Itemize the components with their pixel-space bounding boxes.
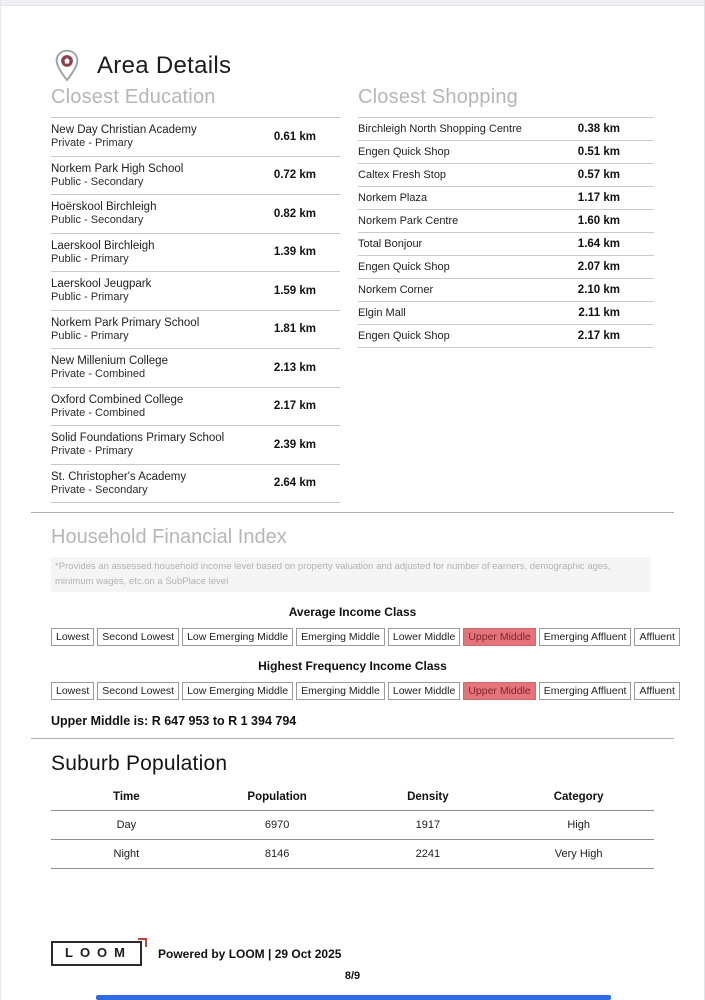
- school-info: [51, 354, 168, 382]
- shopping-row: [358, 302, 654, 325]
- school-name: Hoërskool Birchleigh: [51, 201, 157, 213]
- shop-name: Total Bonjour: [358, 238, 423, 250]
- col-header-density: Density: [407, 791, 449, 804]
- school-info: [51, 470, 186, 498]
- income-class-cell: Low Emerging Middle: [182, 628, 293, 646]
- school-type: Private - Primary: [51, 445, 133, 457]
- income-class-cell: Upper Middle: [463, 682, 535, 700]
- section-divider: [31, 512, 674, 513]
- shop-name: Elgin Mall: [358, 307, 406, 319]
- shop-distance: 2.11 km: [578, 307, 620, 319]
- powered-by-text: Powered by LOOM | 29 Oct 2025: [158, 946, 342, 961]
- shop-name: Norkem Plaza: [358, 192, 428, 204]
- school-name: Solid Foundations Primary School: [51, 432, 225, 444]
- income-class-cell: Low Emerging Middle: [182, 682, 293, 700]
- shopping-row: [358, 279, 654, 302]
- bottom-progress-bar: [96, 995, 611, 1000]
- school-distance: 1.59 km: [273, 284, 317, 297]
- shopping-section: [358, 84, 654, 503]
- population-table: [51, 784, 654, 869]
- shop-distance: 1.64 km: [577, 238, 620, 250]
- shop-distance: 2.10 km: [577, 284, 620, 296]
- cell-time: Day: [116, 819, 137, 832]
- education-section: [51, 84, 340, 503]
- col-header-category: Category: [553, 791, 604, 804]
- financial-heading: Household Financial Index: [51, 526, 287, 548]
- income-class-cell: Lower Middle: [388, 628, 460, 646]
- shop-name: Engen Quick Shop: [358, 146, 450, 158]
- income-class-cell: Affluent: [634, 682, 679, 700]
- income-class-cell: Lower Middle: [388, 682, 460, 700]
- school-distance: 2.39 km: [273, 438, 317, 451]
- loom-logo: [51, 941, 142, 965]
- school-distance: 1.39 km: [273, 246, 317, 259]
- income-class-cell: Emerging Middle: [296, 682, 385, 700]
- highest-frequency-row: [51, 682, 675, 700]
- education-row: [51, 426, 340, 465]
- average-income-row: [51, 628, 675, 646]
- school-distance: 2.13 km: [273, 361, 317, 374]
- school-type: Private - Primary: [51, 137, 133, 149]
- school-distance: 1.81 km: [273, 323, 317, 336]
- school-info: [51, 162, 183, 190]
- income-class-cell: Second Lowest: [97, 682, 179, 700]
- logo-corner-accent: [138, 938, 147, 947]
- cell-density: 2241: [415, 848, 441, 861]
- school-type: Private - Combined: [51, 368, 146, 380]
- cell-category: Very High: [554, 848, 603, 861]
- school-info: [51, 277, 151, 305]
- school-distance: 2.17 km: [273, 400, 317, 413]
- shopping-row: [358, 141, 654, 164]
- population-row: [51, 840, 654, 869]
- education-heading: Closest Education: [51, 86, 216, 108]
- income-class-cell: Lowest: [51, 628, 94, 646]
- page-footer: [51, 941, 654, 965]
- education-row: [51, 388, 340, 427]
- school-type: Private - Secondary: [51, 483, 148, 496]
- school-name: St. Christopher's Academy: [51, 470, 187, 483]
- shop-distance: 1.60 km: [577, 215, 620, 227]
- shop-name: Engen Quick Shop: [358, 330, 450, 342]
- page-header: [51, 48, 654, 84]
- income-class-cell: Emerging Affluent: [539, 628, 632, 646]
- population-heading: Suburb Population: [51, 752, 228, 776]
- school-name: Norkem Park Primary School: [51, 316, 200, 329]
- shopping-row: [358, 325, 654, 348]
- cell-density: 1917: [415, 819, 441, 832]
- shopping-row: [358, 164, 654, 187]
- logo-text: LOOM: [65, 945, 132, 961]
- school-name: Oxford Combined College: [51, 393, 184, 406]
- education-list: [51, 117, 340, 503]
- location-pin-icon: [51, 48, 83, 84]
- shopping-row: [358, 118, 654, 141]
- shopping-row: [358, 210, 654, 233]
- income-range-text: Upper Middle is: R 647 953 to R 1 394 794: [51, 714, 297, 729]
- cell-population: 8146: [264, 848, 290, 861]
- shop-name: Engen Quick Shop: [358, 261, 450, 273]
- income-class-cell: Affluent: [634, 628, 679, 646]
- income-class-cell: Emerging Middle: [296, 628, 385, 646]
- shop-distance: 0.51 km: [577, 146, 620, 158]
- school-type: Public - Primary: [51, 329, 129, 342]
- page-content: [1, 48, 704, 982]
- education-row: [51, 118, 340, 157]
- income-class-cell: Second Lowest: [97, 628, 179, 646]
- shop-name: Norkem Park Centre: [358, 215, 459, 227]
- shopping-row: [358, 187, 654, 210]
- school-info: [51, 239, 155, 267]
- population-table-body: [51, 811, 654, 869]
- population-table-header: [51, 784, 654, 811]
- page-top-edge: [1, 0, 704, 6]
- proximity-columns: [51, 84, 654, 503]
- average-income-title: Average Income Class: [288, 605, 417, 620]
- school-distance: 0.72 km: [273, 169, 317, 182]
- shop-distance: 2.07 km: [577, 261, 620, 273]
- education-row: [51, 157, 340, 196]
- school-distance: 2.64 km: [273, 477, 317, 490]
- population-row: [51, 811, 654, 840]
- school-type: Public - Secondary: [51, 175, 144, 188]
- cell-population: 6970: [264, 819, 290, 832]
- col-header-population: Population: [247, 791, 307, 804]
- page-number: 8/9: [344, 969, 361, 982]
- shop-name: Birchleigh North Shopping Centre: [358, 123, 522, 135]
- school-info: [51, 316, 199, 344]
- financial-note: *Provides an assessed household income level based on property valuation and adjusted for number of earners, demographic ages, minimum wages, etc.on a SubPlace level: [51, 557, 651, 592]
- income-class-cell: Emerging Affluent: [539, 682, 632, 700]
- school-name: New Millenium College: [51, 355, 168, 367]
- cell-time: Night: [113, 848, 140, 861]
- education-row: [51, 465, 340, 504]
- school-type: Public - Primary: [51, 252, 129, 265]
- education-row: [51, 349, 340, 388]
- shopping-heading: Closest Shopping: [358, 86, 518, 108]
- shop-distance: 2.17 km: [577, 330, 620, 342]
- school-type: Public - Secondary: [51, 214, 144, 226]
- school-distance: 0.82 km: [273, 207, 317, 220]
- school-info: [51, 123, 197, 151]
- school-name: Laerskool Birchleigh: [51, 239, 155, 252]
- shop-name: Norkem Corner: [358, 284, 434, 296]
- col-header-time: Time: [113, 791, 140, 804]
- shopping-row: [358, 256, 654, 279]
- shop-distance: 0.38 km: [577, 123, 620, 135]
- school-type: Private - Combined: [51, 406, 146, 419]
- financial-section: [51, 526, 675, 729]
- page-title: Area Details: [97, 52, 232, 79]
- education-row: [51, 311, 340, 350]
- shop-distance: 0.57 km: [577, 169, 620, 181]
- section-divider: [31, 738, 674, 739]
- school-distance: 0.61 km: [273, 130, 317, 143]
- education-row: [51, 195, 340, 234]
- shopping-row: [358, 233, 654, 256]
- shop-name: Caltex Fresh Stop: [358, 169, 447, 181]
- income-class-cell: Upper Middle: [463, 628, 535, 646]
- shopping-list: [358, 117, 654, 348]
- school-name: New Day Christian Academy: [51, 124, 197, 136]
- shop-distance: 1.17 km: [577, 192, 620, 204]
- population-section: [51, 752, 654, 869]
- cell-category: High: [567, 819, 590, 832]
- school-info: [51, 431, 224, 459]
- education-row: [51, 272, 340, 311]
- school-type: Public - Primary: [51, 291, 129, 303]
- income-class-cell: Lowest: [51, 682, 94, 700]
- school-info: [51, 393, 183, 421]
- school-name: Laerskool Jeugpark: [51, 278, 152, 290]
- school-info: [51, 200, 156, 228]
- education-row: [51, 234, 340, 273]
- highest-frequency-title: Highest Frequency Income Class: [258, 659, 447, 674]
- school-name: Norkem Park High School: [51, 162, 184, 175]
